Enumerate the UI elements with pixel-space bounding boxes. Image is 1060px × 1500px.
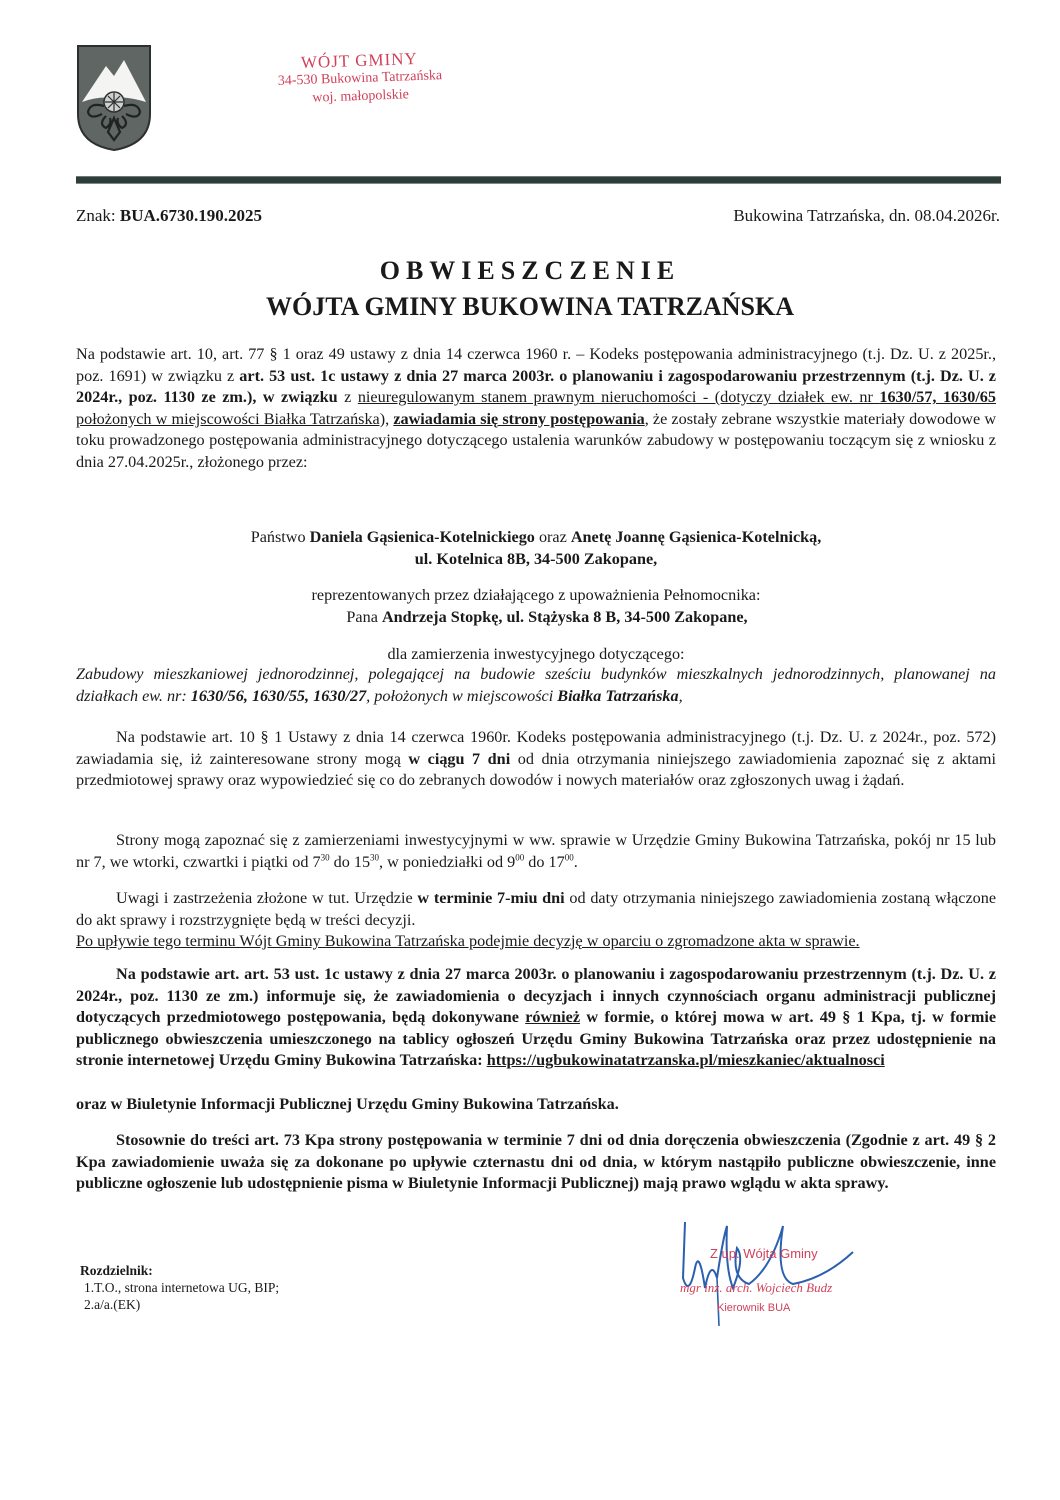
representative-intro: reprezentowanych przez działającego z upoważnienia Pełnomocnika: [311, 586, 761, 604]
investment-intro: dla zamierzenia inwestycyjnego dotyczącego: [387, 645, 685, 663]
representative-name: Andrzeja Stopkę, ul. Stążyska 8 B, 34-500 Zakopane, [381, 608, 748, 626]
paragraph-access-rights [76, 727, 996, 792]
reference-label: Znak: [76, 206, 116, 225]
text: Na podstawie art. 10, art. 77 § 1 oraz 49 ustawy z dnia 14 czerwca 1960 r. – Kodeks postępowania administracyjnego (t.j. Dz. U. z 2025r., poz. 1691) w związku z [76, 345, 996, 385]
superscript: 00 [564, 852, 574, 863]
underlined-text: położonych w miejscowości Białka Tatrzańska), [76, 409, 390, 428]
distribution-heading: Rozdzielnik: [80, 1263, 153, 1278]
signatory-position: Kierownik BUA [717, 1302, 791, 1314]
bold-text: art. 53 ust. 1c ustawy z dnia 27 marca 2003r. o planowaniu i zagospodarowaniu przestrzennym (t.j. Dz. U. z 2024r., poz. 1130 ze zm.), w związku [76, 366, 996, 407]
text: , położonych w miejscowości [366, 686, 558, 705]
text: od daty otrzymania niniejszego zawiadomienia zostaną włączone do akt sprawy i rozstrzygnięte będą w treści decyzji. [76, 889, 997, 929]
applicant-name-2: Anetę Joannę Gąsienica-Kotelnicką, [570, 528, 822, 546]
text: od dnia otrzymania niniejszego zawiadomienia zapoznać się z aktami przedmiotowej sprawy oraz wypowiedzieć się co do zebranych dowodów i nowych materiałów oraz zgłoszonych uwag i żądań. [76, 749, 996, 790]
bold-text: w ciągu 7 dni [408, 749, 511, 768]
distribution-item: 1.T.O., strona internetowa UG, BIP; [84, 1280, 280, 1295]
applicant-address: ul. Kotelnica 8B, 34-500 Zakopane, [414, 550, 658, 568]
applicants [76, 526, 996, 570]
representative [76, 584, 996, 628]
bip-note: oraz w Biuletynie Informacji Publicznej Urzędu Gminy Bukowina Tatrzańska. [76, 1095, 619, 1113]
distribution-list [80, 1262, 279, 1313]
underlined-text: również [525, 1008, 581, 1027]
paragraph-publication [76, 964, 996, 1072]
text: oraz [534, 528, 571, 546]
location: Białka Tatrzańska [557, 686, 679, 705]
text: Zabudowy mieszkaniowej jednorodzinnej, polegającej na budowie sześciu budynków mieszkalnych jednorodzinnych, planowanej na działkach ew. nr: [76, 665, 996, 705]
text: . [573, 852, 578, 871]
bold-text: w terminie 7-miu dni [417, 889, 565, 907]
underlined-text: nieuregulowanym stanem prawnym nieruchomości - (dotyczy działek ew. nr [357, 388, 880, 407]
text: Na podstawie art. 10 § 1 Ustawy z dnia 14 czerwca 1960r. Kodeks postępowania administracyjnego (t.j. Dz. U. z 2024r., poz. 572) zawiadamia się, iż zainteresowane strony mogą [76, 728, 996, 768]
place-date: Bukowina Tatrzańska, dn. 08.04.2026r. [733, 206, 1000, 225]
text: Uwagi i zastrzeżenia złożone w tut. Urzędzie [116, 889, 418, 907]
superscript: 30 [370, 852, 380, 863]
coat-of-arms-icon [76, 44, 152, 152]
parcel-numbers: 1630/56, 1630/55, 1630/27 [190, 686, 367, 705]
stamp-line-3: woj. małopolskie [312, 87, 410, 106]
text: , [678, 686, 683, 705]
underlined-text: Po upływie tego terminu Wójt Gminy Bukowina Tatrzańska podejmie decyzję w oparciu o zgromadzone akta w sprawie. [76, 932, 860, 950]
text: Państwo [250, 528, 310, 546]
paragraph-remarks [76, 888, 996, 931]
reference-value: BUA.6730.190.2025 [119, 206, 263, 225]
paragraph-legal-basis [76, 344, 996, 474]
parcel-numbers: 1630/57, 1630/65 [879, 388, 996, 407]
text: do 15 [329, 852, 371, 871]
paragraph-inspection-rights: Stosownie do treści art. 73 Kpa strony postępowania w terminie 7 dni od dnia doręczenia obwieszczenia (Zgodnie z art. 49 § 2 Kpa zawiadomienie uważa się za dokonane po upływie czternastu dni od dnia, w którym nastąpiło publiczne obwieszczenie, inne publiczne ogłoszenie lub udostępnienie pisma w Biuletynie Informacji Publicznej) mają prawo wglądu w akta sprawy. [76, 1131, 996, 1193]
text: do 17 [524, 852, 565, 871]
document-title: OBWIESZCZENIE [379, 256, 681, 285]
website-link[interactable]: https://ugbukowinatatrzanska.pl/mieszkaniec/aktualnosci [486, 1051, 885, 1070]
reference-number [76, 206, 262, 226]
header-divider [76, 176, 1001, 184]
signatory-name: mgr inż. arch. Wojciech Budz [680, 1280, 833, 1295]
text: z [337, 388, 358, 407]
investment-description [76, 664, 996, 707]
office-stamp [249, 48, 471, 110]
document-subtitle: WÓJTA GMINY BUKOWINA TATRZAŃSKA [265, 292, 794, 321]
applicant-name-1: Daniela Gąsienica-Kotelnickiego [309, 528, 535, 546]
notification-phrase: zawiadamia się strony postępowania [393, 409, 645, 428]
text: Strony mogą zapoznać się z zamierzeniami inwestycyjnymi w ww. sprawie w Urzędzie Gminy Bukowina Tatrzańska, pokój nr 15 lub nr 7, we wtorki, czwartki i piątki od 7 [76, 831, 996, 871]
stamp-line-2: 34-530 Bukowina Tatrzańska [277, 68, 443, 89]
text: w formie, o której mowa w art. 49 § 1 Kpa, tj. w formie publicznego obwieszczenia umieszczonego na tablicy ogłoszeń Urzędu Gminy Bukowina Tatrzańska oraz przez udostępnienie na stronie internetowej Urzędu Gminy Bukowina Tatrzańska: [76, 1008, 996, 1070]
superscript: 00 [515, 852, 525, 863]
text: , że zostały zebrane wszystkie materiały dowodowe w toku prowadzonego postępowania administracyjnego dotyczącego ustalenia warunków zabudowy w postępowaniu toczącym się z wniosku z dnia 27.04.2025r., złożonego przez: [76, 409, 997, 471]
paragraph-office-hours [76, 830, 996, 873]
distribution-item: 2.a/a.(EK) [84, 1297, 141, 1312]
stamp-line-1: WÓJT GMINY [300, 48, 419, 73]
text: Na podstawie art. art. 53 ust. 1c ustawy z dnia 27 marca 2003r. o planowaniu i zagospodarowaniu przestrzennym (t.j. Dz. U. z 2024r., poz. 1130 ze zm.) informuje się, że zawiadomienia o decyzjach i innych czynnościach organu administracji publicznej dotyczących przedmiotowego postępowania, będą dokonywane [76, 965, 996, 1027]
deadline-note [76, 931, 996, 953]
text: Pana [346, 608, 382, 626]
superscript: 30 [320, 852, 330, 863]
signature-authority: Z up. Wójta Gminy [710, 1246, 818, 1261]
text: , w poniedziałki od 9 [379, 852, 516, 871]
